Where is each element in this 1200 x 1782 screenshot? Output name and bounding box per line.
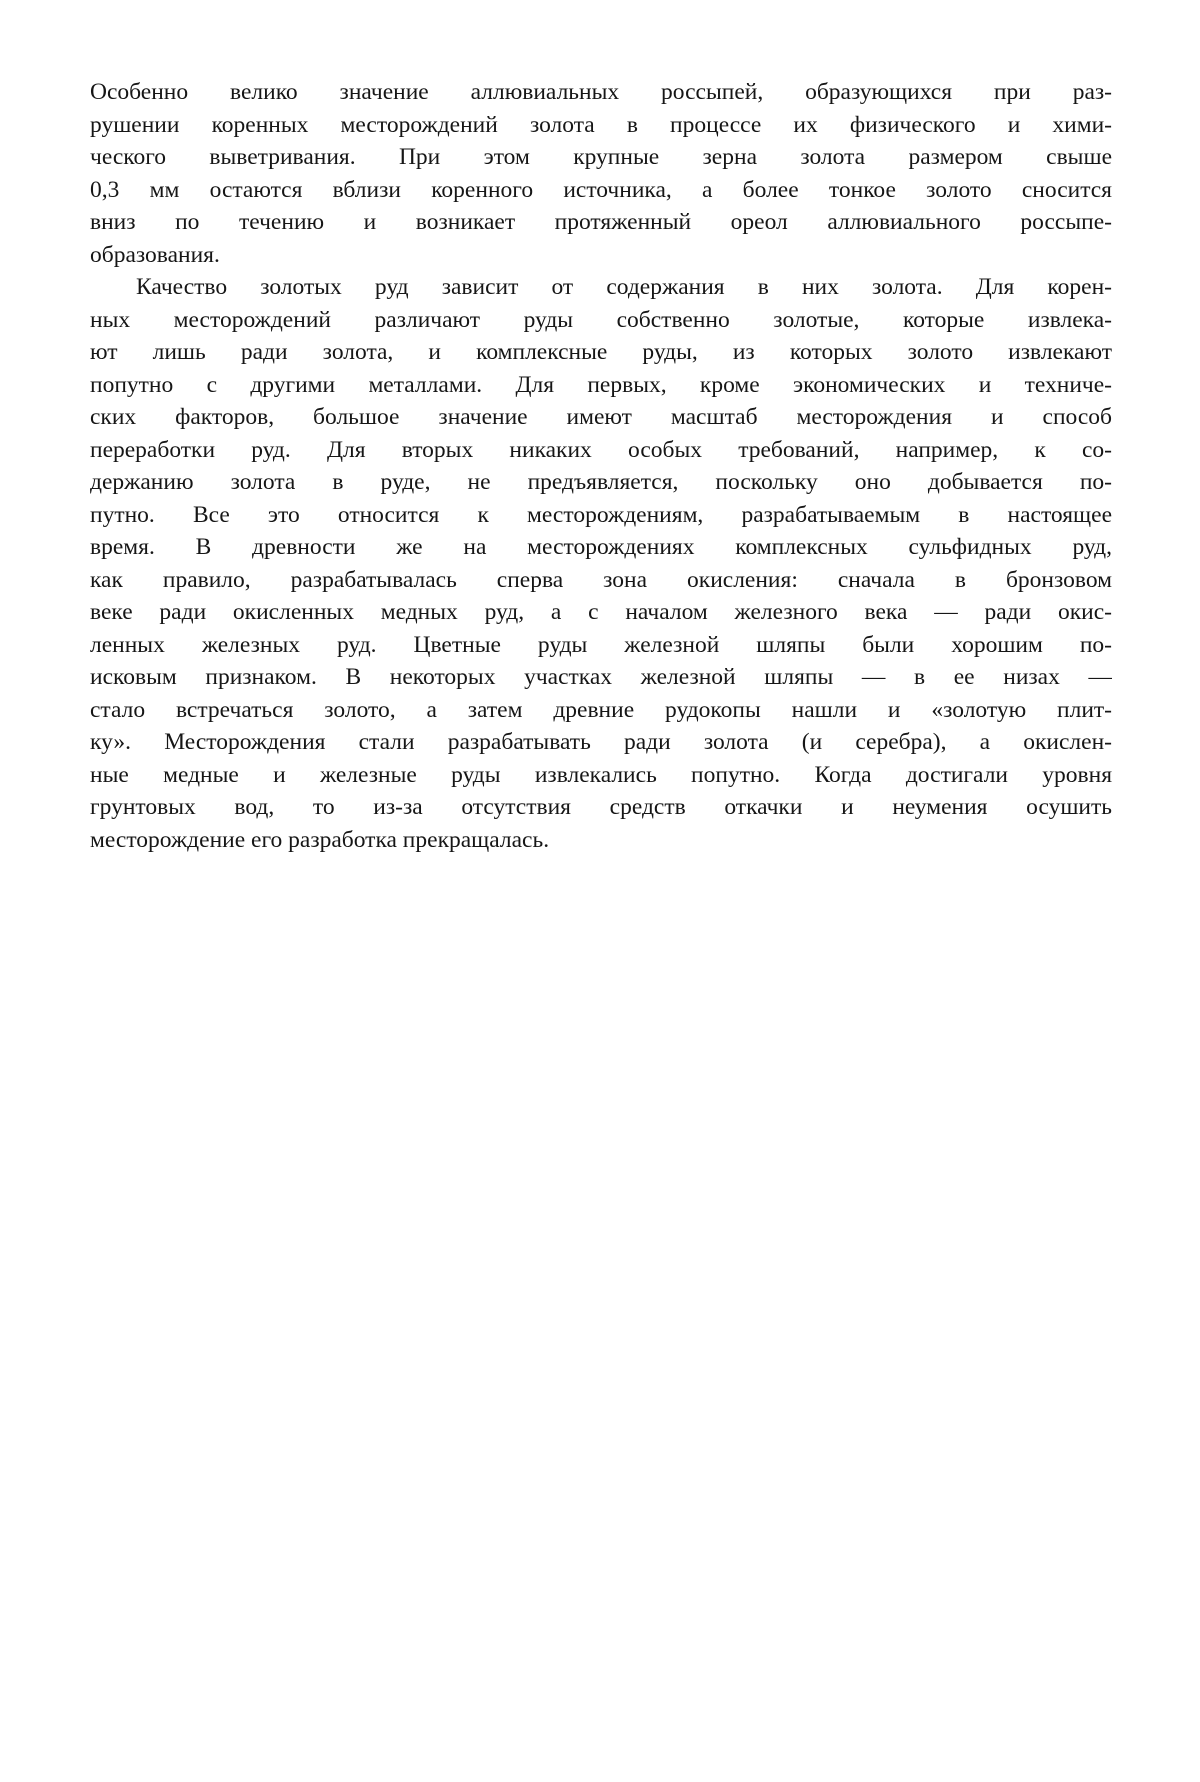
text-line: грунтовых вод, то из-за отсутствия средств откачки и неумения осушить — [90, 794, 1112, 820]
text-line: ных месторождений различают руды собственно золотые, которые извлека- — [90, 306, 1112, 333]
text-line: ют лишь ради золота, и комплексные руды, из которых золото извлекают — [90, 339, 1112, 365]
text-line: стало встречаться золото, а затем древние рудокопы нашли и «золотую плит- — [90, 696, 1112, 723]
text-line: ческого выветривания. При этом крупные зерна золота размером свыше — [90, 144, 1112, 170]
text-line: вниз по течению и возникает протяженный ореол аллювиального россыпе- — [90, 209, 1112, 235]
text-line: держанию золота в руде, не предъявляется, поскольку оно добывается по- — [90, 469, 1112, 495]
text-line: ные медные и железные руды извлекались попутно. Когда достигали уровня — [90, 761, 1112, 788]
body-text — [90, 76, 1112, 856]
text-line: ских факторов, большое значение имеют масштаб месторождения и способ — [90, 404, 1112, 430]
text-line: рушении коренных месторождений золота в процессе их физического и хими- — [90, 111, 1112, 138]
text-line: как правило, разрабатывалась сперва зона окисления: сначала в бронзовом — [90, 566, 1112, 593]
text-line: переработки руд. Для вторых никаких особых требований, например, к со- — [90, 436, 1112, 463]
text-line: Качество золотых руд зависит от содержания в них золота. Для корен- — [136, 274, 1112, 300]
text-line: Особенно велико значение аллювиальных россыпей, образующихся при раз- — [90, 79, 1112, 105]
paragraph-alluvial-placers — [90, 76, 1112, 271]
text-line: исковым признаком. В некоторых участках железной шляпы — в ее низах — — [90, 664, 1112, 690]
text-line: путно. Все это относится к месторождениям, разрабатываемым в настоящее — [90, 501, 1112, 528]
paragraph-ore-quality — [90, 271, 1112, 856]
text-line: ленных железных руд. Цветные руды железной шляпы были хорошим по- — [90, 631, 1112, 658]
text-line: попутно с другими металлами. Для первых, кроме экономических и техниче- — [90, 371, 1112, 398]
text-line: 0,3 мм остаются вблизи коренного источника, а более тонкое золото сносится — [90, 176, 1112, 203]
text-line: веке ради окисленных медных руд, а с началом железного века — ради окис- — [90, 599, 1112, 625]
text-line: ку». Месторождения стали разрабатывать ради золота (и серебра), а окислен- — [90, 729, 1112, 755]
text-line: время. В древности же на месторождениях комплексных сульфидных руд, — [90, 534, 1112, 560]
text-line: месторождение его разработка прекращалась. — [90, 826, 550, 853]
text-line: образования. — [90, 241, 220, 268]
